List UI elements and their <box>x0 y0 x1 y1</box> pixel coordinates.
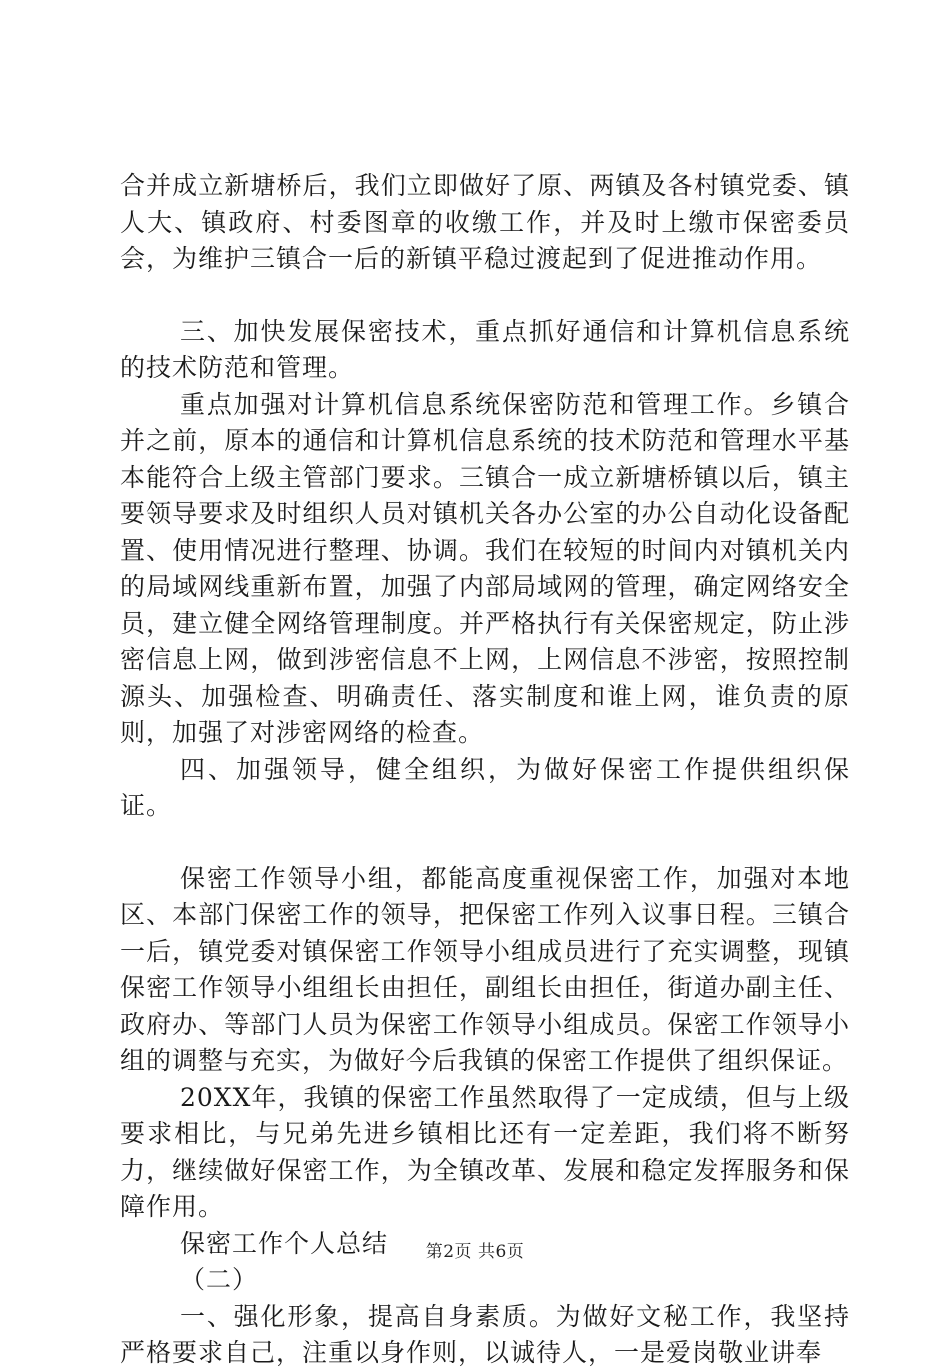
paragraph-computer-security: 重点加强对计算机信息系统保密防范和管理工作。乡镇合并之前，原本的通信和计算机信息系统的技术防范和管理水平基本能符合上级主管部门要求。三镇合一成立新塘桥镇以后，镇主要领导要求及时组织人员对镇机关各办公室的办公自动化设备配置、使用情况进行整理、协调。我们在较短的时间内对镇机关内的局域网线重新布置，加强了内部局域网的管理，确定网络安全员，建立健全网络管理制度。并严格执行有关保密规定，防止涉密信息上网，做到涉密信息不上网，上网信息不涉密，按照控制源头、加强检查、明确责任、落实制度和谁上网，谁负责的原则，加强了对涉密网络的检查。 <box>120 389 850 747</box>
paragraph-gap <box>120 825 850 861</box>
heading-section-four: 四、加强领导，健全组织，为做好保密工作提供组织保证。 <box>120 754 850 820</box>
paragraph-merger-seals: 合并成立新塘桥后，我们立即做好了原、两镇及各村镇党委、镇人大、镇政府、村委图章的收缴工作，并及时上缴市保密委员会，为维护三镇合一后的新镇平稳过渡起到了促进推动作用。 <box>120 171 850 273</box>
paragraph-leadership-group: 保密工作领导小组，都能高度重视保密工作，加强对本地区、本部门保密工作的领导，把保密工作列入议事日程。三镇合一后，镇党委对镇保密工作领导小组成员进行了充实调整，现镇保密工作领导小组组长由担任，副组长由担任，街道办副主任、政府办、等部门人员为保密工作领导小组成员。保密工作领导小组的调整与充实，为做好今后我镇的保密工作提供了组织保证。 <box>120 863 850 1075</box>
paragraph-year-summary: 20XX年，我镇的保密工作虽然取得了一定成绩，但与上级要求相比，与兄弟先进乡镇相比还有一定差距，我们将不断努力，继续做好保密工作，为全镇改革、发展和稳定发挥服务和保障作用。 <box>120 1082 850 1221</box>
page-number-footer: 第2页 共6页 <box>425 1242 525 1262</box>
heading-section-three: 三、加快发展保密技术，重点抓好通信和计算机信息系统的技术防范和管理。 <box>120 316 850 382</box>
heading-personal-summary: 保密工作个人总结 <box>180 1228 389 1258</box>
paragraph-gap <box>120 278 850 314</box>
document-body <box>120 168 850 1372</box>
paragraph-strengthen-image: 一、强化形象，提高自身素质。为做好文秘工作，我坚持严格要求自己，注重以身作则，以诚待人，一是爱岗敬业讲奉 <box>120 1301 850 1367</box>
heading-part-two: （二） <box>180 1265 259 1294</box>
